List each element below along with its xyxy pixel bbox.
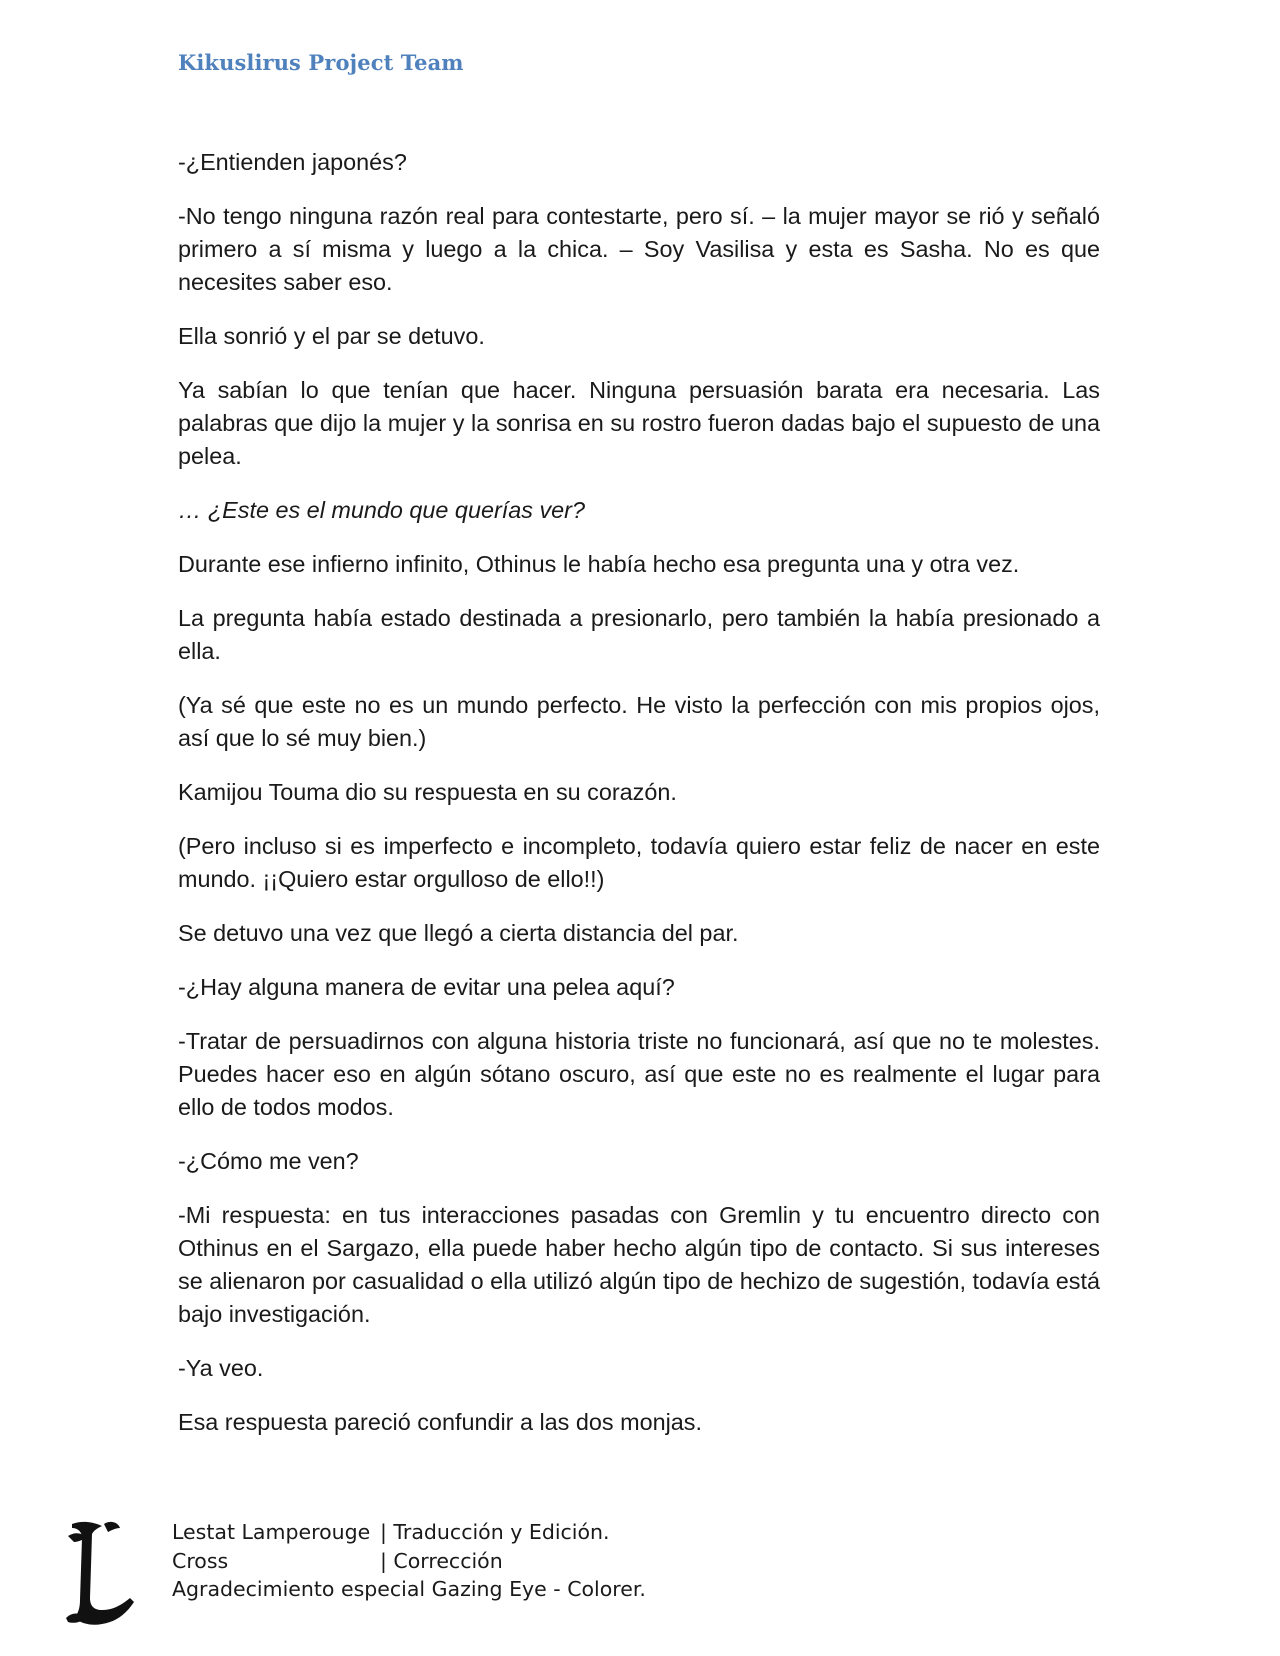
paragraph: Esa respuesta pareció confundir a las dos monjas.	[178, 1409, 702, 1435]
paragraph: -¿Hay alguna manera de evitar una pelea aquí?	[178, 974, 675, 1000]
credit-role: | Corrección	[380, 1548, 503, 1573]
paragraph: -Mi respuesta: en tus interacciones pasadas con Gremlin y tu encuentro directo con Othinus en el Sargazo, ella puede haber hecho algún tipo de contacto. Si sus intereses se alienaron por casualidad o ella utilizó algún tipo de hechizo de sugestión, todavía está bajo investigación.	[178, 1202, 1100, 1327]
paragraph: (Pero incluso si es imperfecto e incompleto, todavía quiero estar feliz de nacer en este mundo. ¡¡Quiero estar orgulloso de ello!!)	[178, 833, 1100, 892]
paragraph: -Tratar de persuadirnos con alguna historia triste no funcionará, así que no te molestes. Puedes hacer eso en algún sótano oscuro, así que este no es realmente el lugar para ello de todos modos.	[178, 1028, 1100, 1120]
page-header-title: Kikuslirus Project Team	[178, 50, 464, 75]
special-thanks: Agradecimiento especial Gazing Eye - Colorer.	[172, 1577, 646, 1601]
paragraph: Ella sonrió y el par se detuvo.	[178, 323, 485, 349]
paragraph: -No tengo ninguna razón real para contestarte, pero sí. – la mujer mayor se rió y señaló primero a sí misma y luego a la chica. – Soy Vasilisa y esta es Sasha. No es que necesites saber eso.	[178, 203, 1100, 295]
credit-role: | Traducción y Edición.	[380, 1520, 610, 1544]
paragraph: -¿Entienden japonés?	[178, 149, 407, 175]
credit-name: Lestat Lamperouge	[172, 1520, 371, 1544]
gothic-letter-l-logo-icon	[64, 1518, 136, 1630]
paragraph-italic: … ¿Este es el mundo que querías ver?	[178, 497, 585, 523]
paragraph: Kamijou Touma dio su respuesta en su corazón.	[178, 779, 677, 805]
document-body	[178, 146, 1100, 1460]
paragraph: Se detuvo una vez que llegó a cierta distancia del par.	[178, 920, 739, 946]
footer-credits	[172, 1518, 646, 1604]
credit-line	[172, 1518, 646, 1547]
paragraph: -¿Cómo me ven?	[178, 1148, 359, 1174]
paragraph: La pregunta había estado destinada a presionarlo, pero también la había presionado a ella.	[178, 605, 1100, 664]
credit-line	[172, 1547, 646, 1576]
credit-name: Cross	[172, 1548, 229, 1573]
paragraph: Ya sabían lo que tenían que hacer. Ninguna persuasión barata era necesaria. Las palabras que dijo la mujer y la sonrisa en su rostro fueron dadas bajo el supuesto de una pelea.	[178, 377, 1100, 469]
paragraph: -Ya veo.	[178, 1355, 264, 1381]
paragraph: Durante ese infierno infinito, Othinus le había hecho esa pregunta una y otra vez.	[178, 551, 1020, 577]
paragraph: (Ya sé que este no es un mundo perfecto. He visto la perfección con mis propios ojos, así que lo sé muy bien.)	[178, 692, 1100, 751]
page-footer	[60, 1518, 1160, 1628]
